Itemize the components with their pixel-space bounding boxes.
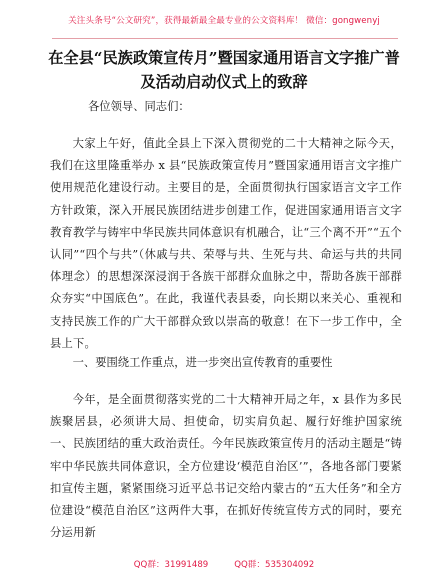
header-divider	[52, 38, 398, 39]
promo-banner-text: 关注头条号“公文研究”，获得最新最全最专业的公文资料库！ 微信：gongwenyj	[68, 16, 380, 26]
body-paragraph-1: 大家上午好，值此全县上下深入贯彻党的二十大精神之际今天，我们在这里隆重举办 x 县“民族政策宣传月”暨国家通用语言文字推广使用规范化建设行动。主要目的是，全面贯彻执行国家语言文字工作方针政策，深入开展民族团结进步创建工作，促进国家通用语言文字教育教学与铸牢中华民族共同体意识有机融合，让“三个离不开”“五个认同”“四个与共”（休戚与共、荣辱与共、生死与共、命运与共的共同体理念）的思想深深浸润于各族干部群众血脉之中，帮助各族干部群众夯实“中国底色”。在此，我谨代表县委，向长期以来关心、重视和支持民族工作的广大干部群众致以崇高的敬意！在下一步工作中，全县上下。	[50, 137, 402, 350]
footer-qq-group-2: QQ群：535304092	[234, 560, 315, 570]
document-title: 在全县“民族政策宣传月”暨国家通用语言文字推广普及活动启动仪式上的致辞	[48, 49, 400, 91]
section-heading-1: 一、要围绕工作重点，进一步突出宣传教育的重要性	[72, 356, 333, 369]
body-paragraph-2: 今年，是全面贯彻落实党的二十大精神开局之年，x 县作为多民族聚居县，必须讲大局、担使命，切实肩负起、履行好维护国家统一、民族团结的重大政治责任。今年民族政策宣传月的活动主题是“铸牢中华民族共同体意识，全方位建设‘模范自治区’”，各地各部门要紧扣宣传主题，紧紧围绕习近平总书记交给内蒙古的“五大任务”和全方位建设“模范自治区”这两件大事，在抓好传统宣传方式的同时，要充分运用新	[50, 393, 402, 540]
footer-contact	[0, 552, 448, 576]
promo-banner	[0, 0, 448, 40]
footer-qq-group-1: QQ群：31991489	[133, 560, 209, 570]
salutation: 各位领导、同志们：	[88, 100, 190, 113]
